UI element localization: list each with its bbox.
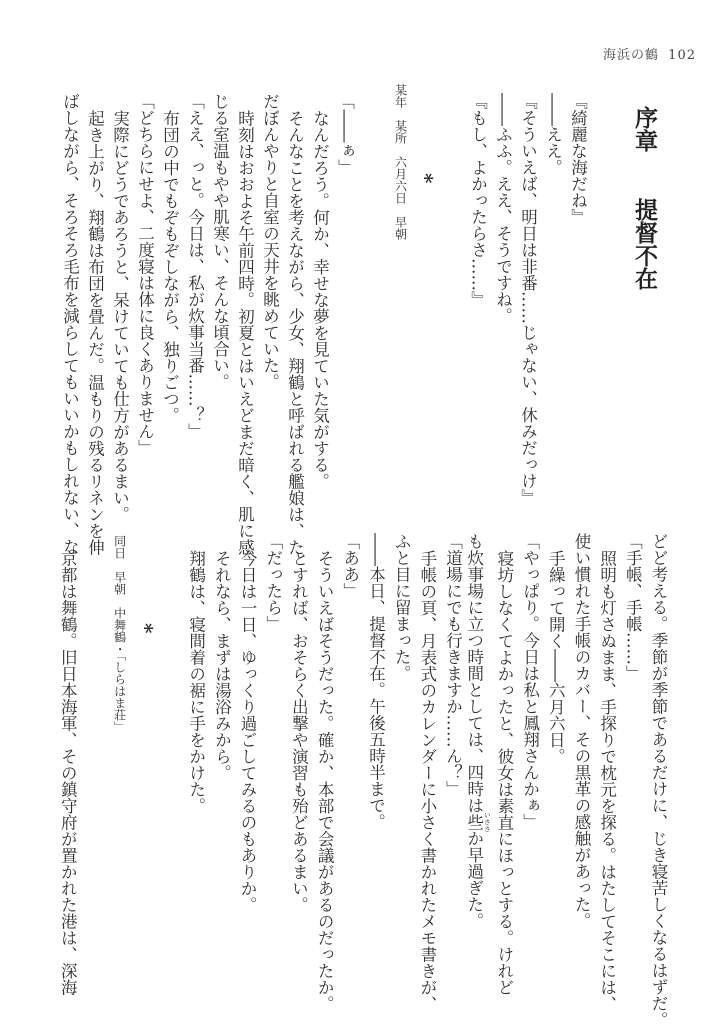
text-column: 布団の中でもぞもぞしながら、独りごつ。 (160, 109, 180, 423)
prologue-block (387, 84, 591, 506)
scene-break-mark: * (413, 173, 438, 184)
text-column: 起き上がり、翔鶴は布団を畳んだ。温もりの残るリネンを伸 (85, 109, 105, 555)
text-column: 「ええ、っと。今日は、私が炊事当番……？」 (185, 93, 205, 440)
text-column: ――本日、提督不在。午後五時半まで。 (366, 533, 386, 830)
text-segment: か早過ぎた。 (464, 830, 484, 929)
text-column: 手繰って開く――六月六日。 (546, 549, 566, 764)
text-column: 時刻はおおよそ午前四時。初夏とはいえどまだ暗く、肌に感 (235, 109, 255, 555)
ruby-base: 些 (464, 811, 484, 833)
text-column: そんなことを考えながら、少女、翔鶴と呼ばれる艦娘は、た (285, 109, 305, 555)
chapter-title: 序章 提督不在 (631, 106, 658, 290)
text-column: 実際にどうであろうと、呆けていても仕方があるまい。 (110, 109, 130, 522)
scene1-top-block (58, 93, 358, 555)
text-column: 「どちらにせよ、二度寝は体に良くありません」 (135, 93, 155, 456)
text-column: それなら、まずは湯浴みから。 (212, 549, 232, 781)
text-column: どど考える。季節が季節であるだけに、じき寝苦しくなるはずだ。 (649, 533, 668, 1028)
text-column: ――ふふ。ええ、そうですね。 (493, 93, 513, 324)
text-column: 寝坊しなくてよかったと、彼女は素直にほっとする。けれど (494, 549, 514, 995)
spacer (80, 533, 106, 1028)
text-column-with-ruby (466, 533, 492, 1028)
text-column: 『綺麗な海だね』 (568, 93, 588, 225)
text-column: 手帳の頁、月表式のカレンダーに小さく書かれたメモ書きが、 (417, 549, 437, 1012)
text-column: ――ええ。 (543, 93, 563, 176)
running-head (599, 44, 696, 63)
text-column: 『もし、よかったらさ……』 (468, 93, 488, 308)
text-column: そういえばそうだった。確か、本部で会議があるのだったか。 (315, 549, 335, 1012)
text-column: 「やっぱり。今日は私と鳳翔さんかぁ」 (520, 533, 540, 830)
text-column: 翔鶴は、寝間着の裾に手をかけた。 (186, 549, 206, 814)
text-column: 『そういえば、明日は非番……じゃない、休みだっけ』 (518, 93, 538, 506)
scene-break-mark: * (133, 623, 158, 634)
book-title: 海浜の鶴 (603, 48, 660, 63)
text-column: 「道場にでも行きますか……ん？」 (443, 533, 463, 797)
text-column: じる室温もやや肌寒い、そんな頃合い。 (210, 93, 230, 390)
scene1-bottom-block (55, 533, 672, 1028)
spacer (438, 93, 466, 506)
scene-header: 同日 早朝 中舞鶴・「しらはま荘」 (112, 535, 127, 733)
text-column: 今日は一日、ゆっくり過ごしてみるのもありか。 (238, 549, 257, 913)
text-column: 「だったら」 (263, 533, 283, 632)
spacer (157, 533, 183, 1028)
text-column: 「――ぁ」 (335, 93, 355, 176)
text-column: ばしながら、そろそろ毛布を減らしてもいいかもしれない、な (60, 93, 80, 555)
text-column: 使い慣れた手帳のカバー、その黒革の感触があった。 (571, 533, 591, 929)
page-number: 102 (668, 48, 696, 63)
ruby-reading: いささ (483, 811, 492, 833)
scene-header: 某年 某所 六月六日 早朝 (393, 84, 408, 240)
ruby-word (464, 811, 492, 833)
text-column: とすれば、おそらく出撃や演習も殆どあるまい。 (289, 549, 309, 913)
text-column: 「手帳、手帳……」 (623, 533, 643, 682)
text-column: 照明も灯さぬまま、手探りで枕元を探る。はたしてそこには、 (597, 549, 617, 1012)
text-column: 京都は舞鶴。旧日本海軍、その鎮守府が置かれた港は、深海 (58, 549, 78, 995)
text-column: なんだろう。何か、幸せな夢を見ていた気がする。 (310, 109, 330, 489)
text-segment: も炊事場に立つ時間としては、四時は (464, 533, 484, 814)
text-column: ふと目に留まった。 (392, 533, 412, 682)
text-column: だぼんやりと自室の天井を眺めていた。 (260, 93, 280, 390)
text-column: 「ああ」 (340, 533, 360, 599)
